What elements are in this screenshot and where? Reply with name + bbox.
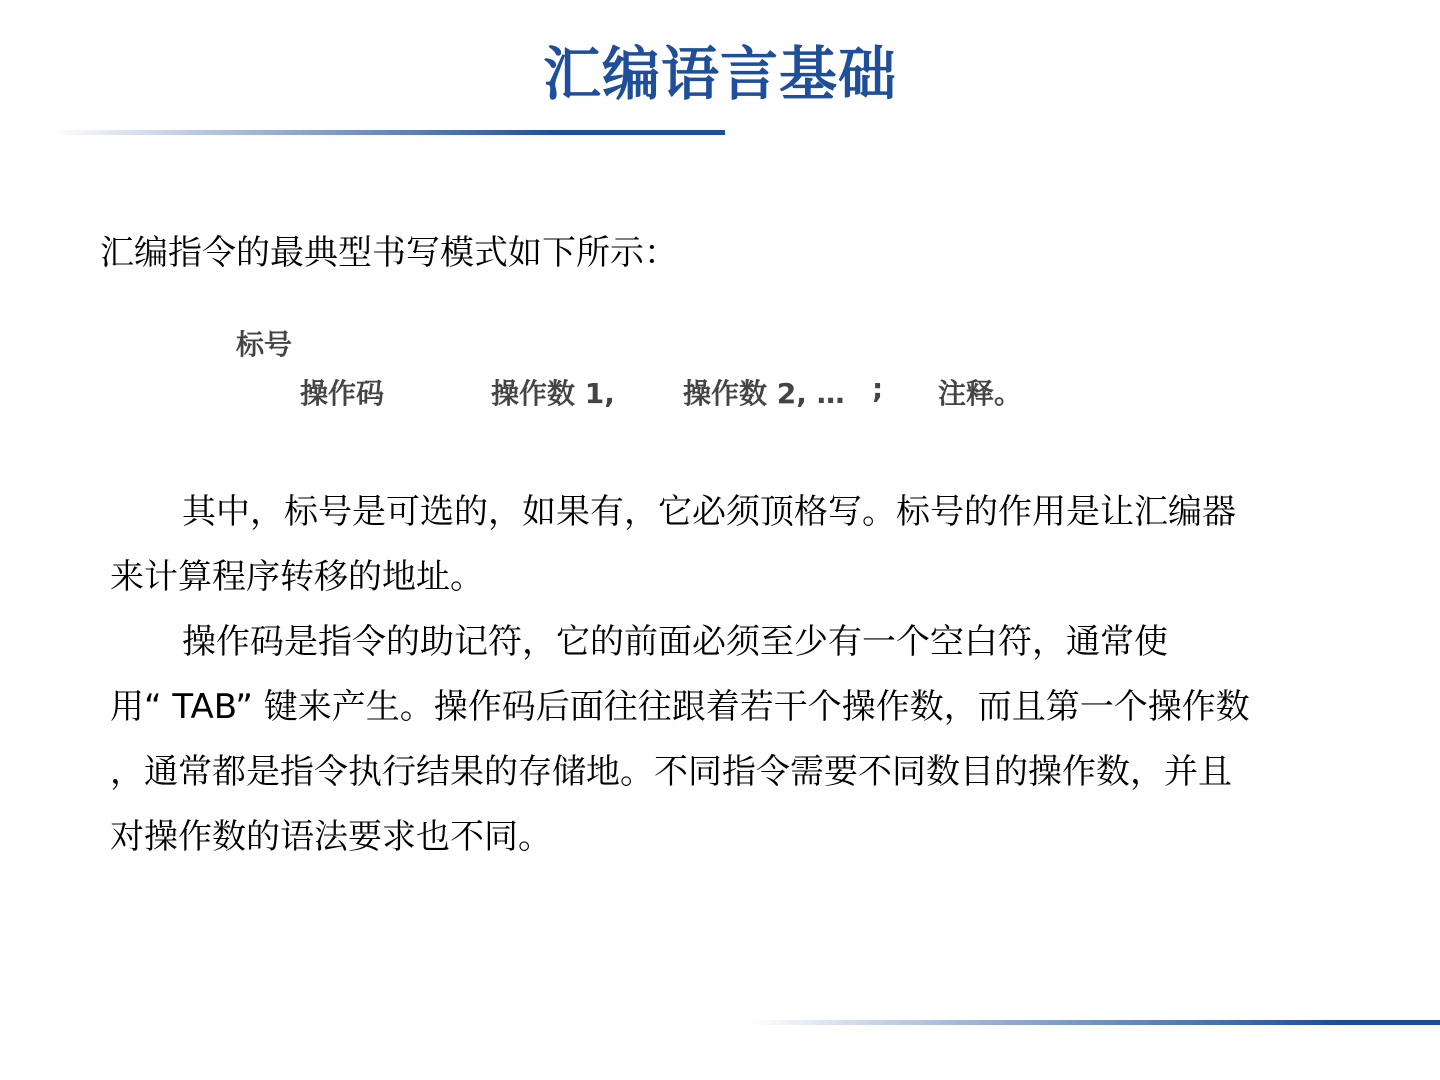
syntax-opcode: 操作码 — [300, 377, 385, 410]
syntax-label: 标号 — [236, 328, 293, 361]
slide-title: 汇编语言基础 — [542, 40, 897, 108]
paragraph-1-line-1: 其中，标号是可选的，如果有，它必须顶格写。标号的作用是让汇编器 — [182, 492, 1236, 532]
paragraph-2-line-1: 操作码是指令的助记符，它的前面必须至少有一个空白符，通常使 — [182, 622, 1168, 662]
syntax-comment: 注释。 — [938, 377, 1023, 410]
paragraph-2-line-3: ，通常都是指令执行结果的存储地。不同指令需要不同数目的操作数，并且 — [110, 752, 1232, 792]
paragraph-2-line-2: 用“ TAB” 键来产生。操作码后面往往跟着若干个操作数，而且第一个操作数 — [110, 687, 1250, 727]
syntax-operand-2: 操作数 2, … — [683, 377, 845, 410]
syntax-semicolon: ; — [872, 372, 884, 405]
syntax-operand-1: 操作数 1, — [491, 377, 615, 410]
footer-rule — [750, 1020, 1440, 1025]
body-text — [110, 480, 1310, 870]
title-underline — [50, 130, 725, 135]
paragraph-2-line-4: 对操作数的语法要求也不同。 — [110, 817, 552, 857]
intro-text: 汇编指令的最典型书写模式如下所示： — [100, 233, 678, 273]
paragraph-1-line-2: 来计算程序转移的地址。 — [110, 557, 484, 597]
